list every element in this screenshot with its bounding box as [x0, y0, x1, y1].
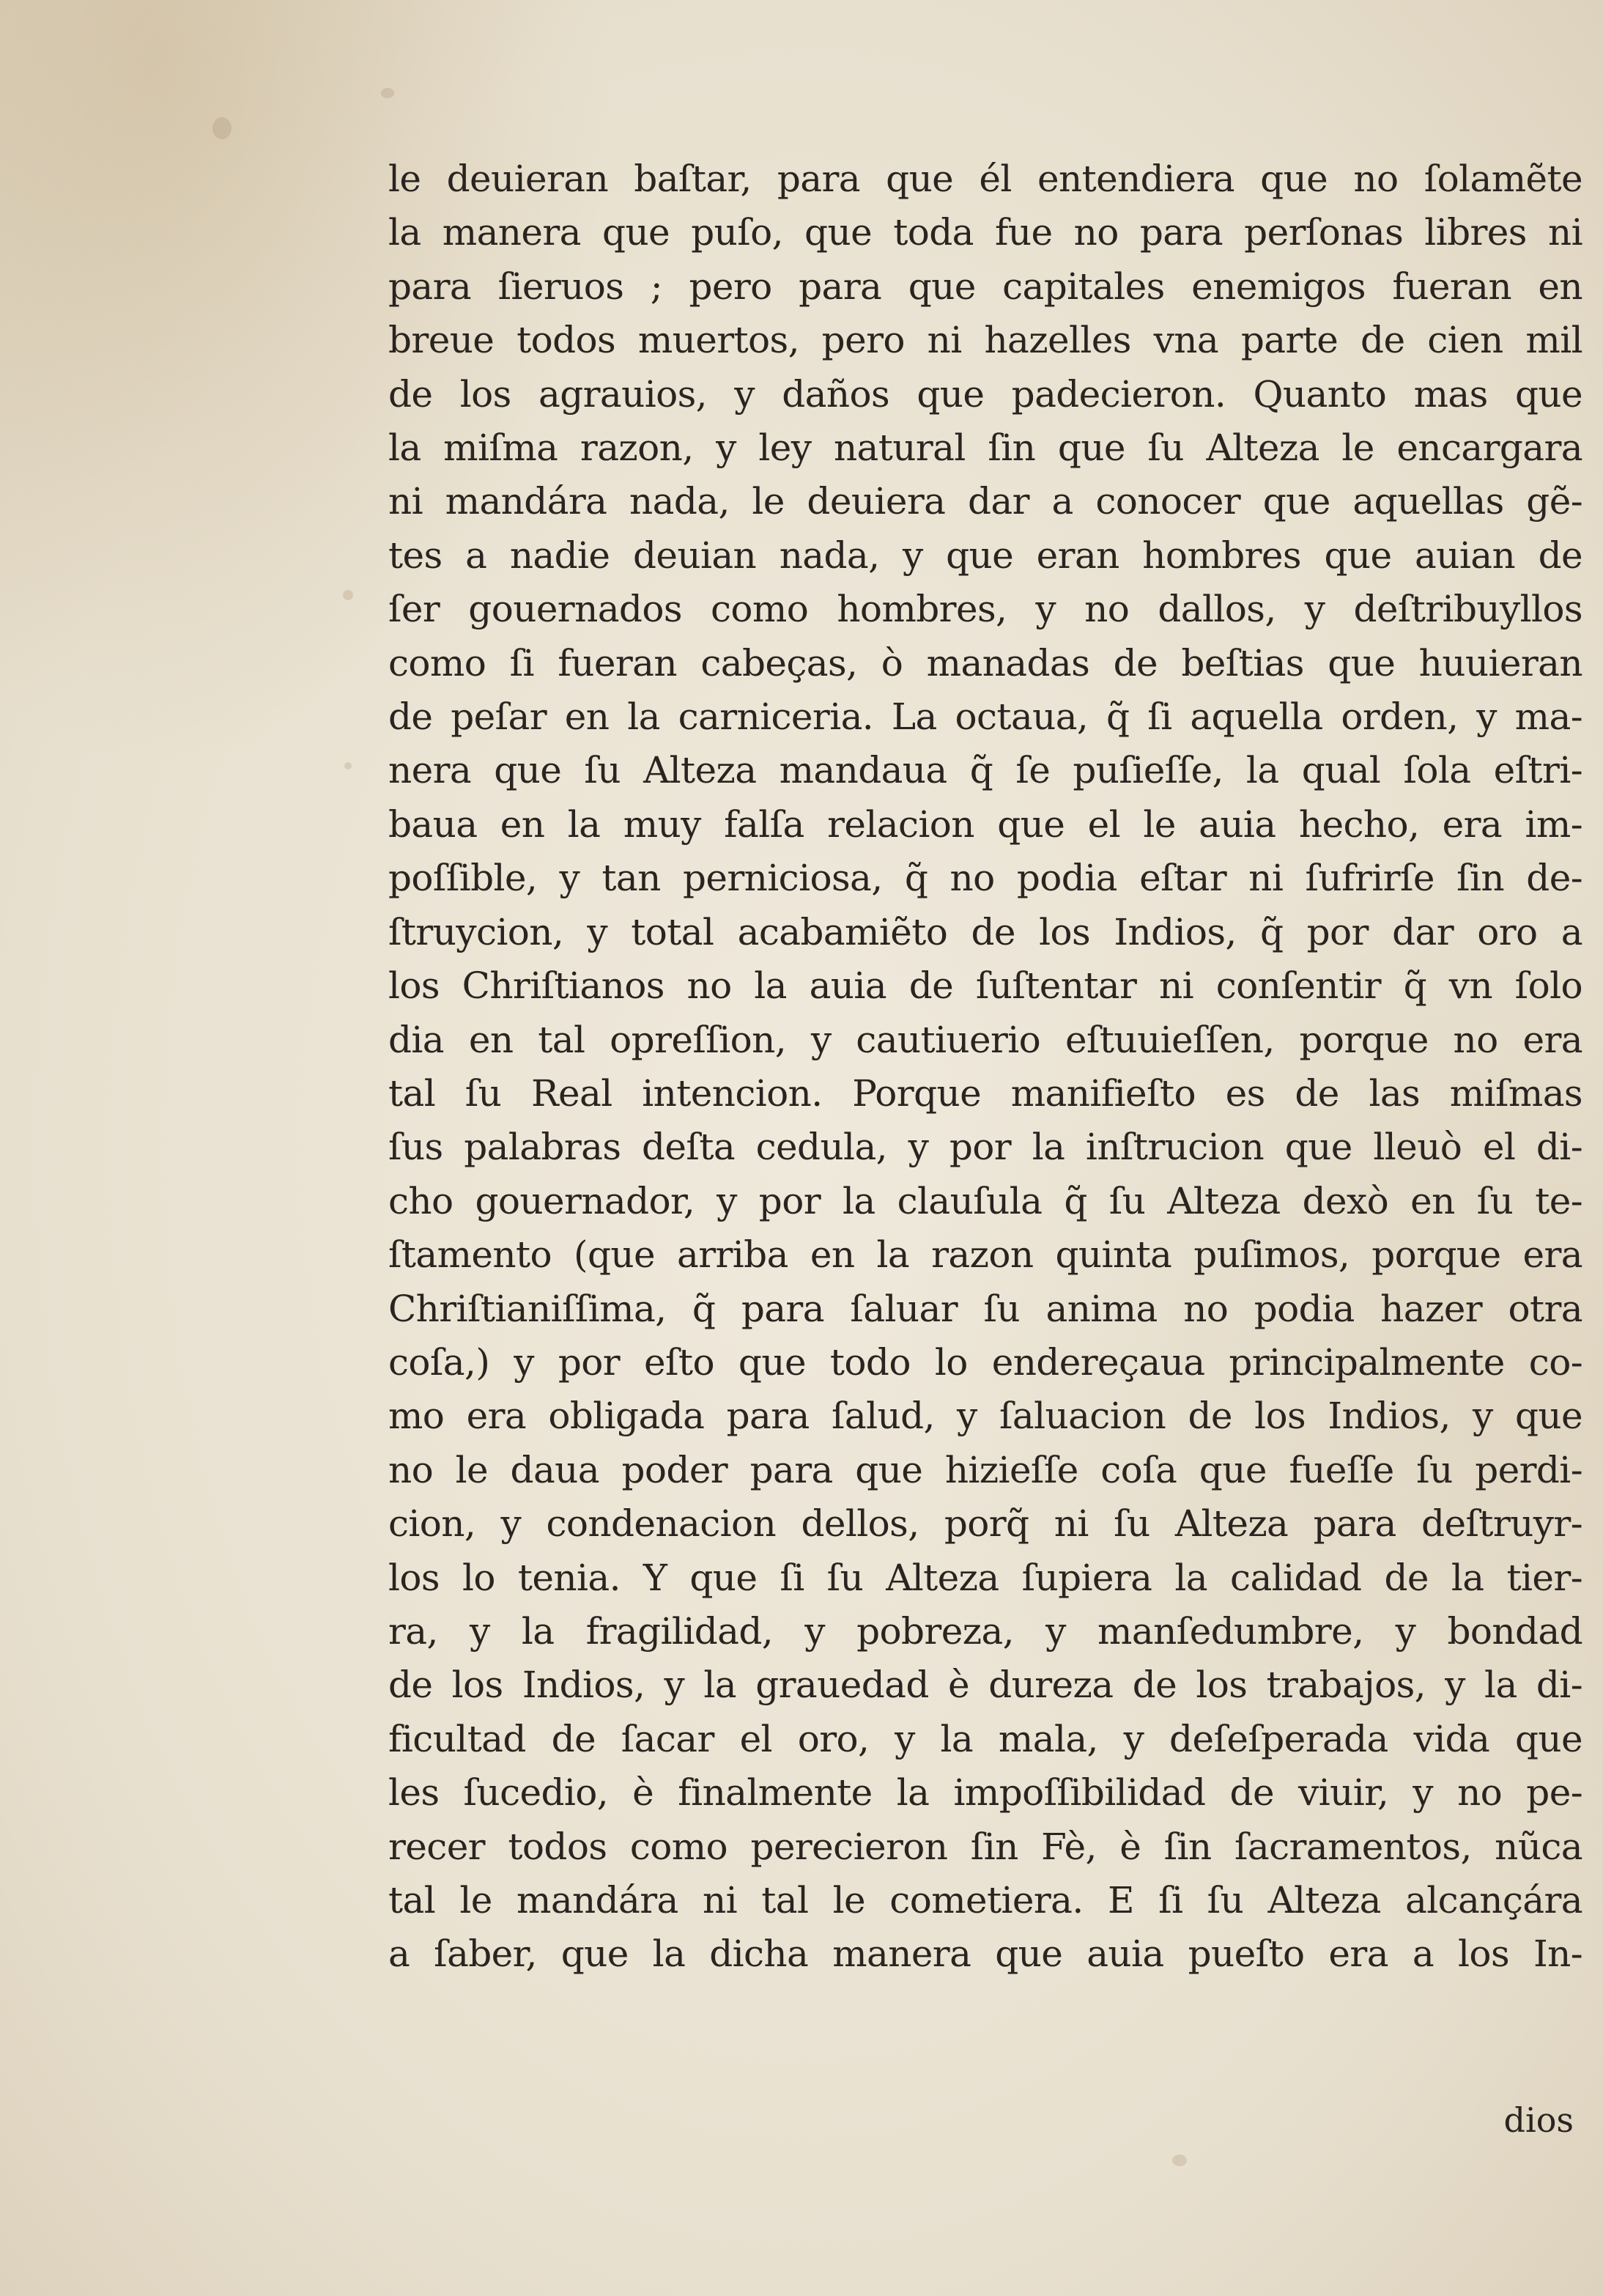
text-line: los Chriſtianos no la auia de ſuſtentar ni conſentir q̃ vn ſolo — [388, 964, 1582, 1008]
text-line: la miſma razon, y ley natural ſin que ſu Alteza le encargara — [388, 427, 1582, 470]
text-line: tes a nadie deuian nada, y que eran hombres que auian de — [388, 534, 1582, 577]
text-line: ficultad de ſacar el oro, y la mala, y deſeſperada vida que — [388, 1717, 1582, 1760]
text-line: de los Indios, y la grauedad è dureza de los trabajos, y la di- — [388, 1664, 1582, 1707]
text-line: ſtruycion, y total acabamiẽto de los Indios, q̃ por dar oro a — [388, 910, 1582, 953]
text-line: la manera que puſo, que toda fue no para perſonas libres ni — [388, 211, 1582, 254]
text-line: baua en la muy falſa relacion que el le auia hecho, era im- — [388, 802, 1582, 846]
text-line: a ſaber, que la dicha manera que auia pueſto era a los In- — [388, 1933, 1582, 1976]
text-line: Chriſtianiſſima, q̃ para ſaluar ſu anima no podia hazer otra — [388, 1287, 1582, 1330]
text-line: ra, y la fragilidad, y pobreza, y manſedumbre, y bondad — [388, 1609, 1582, 1653]
text-line: ſtamento (que arriba en la razon quinta puſimos, porque era — [388, 1233, 1582, 1277]
paper-stain — [381, 88, 394, 98]
paper-stain — [212, 117, 232, 139]
text-line: de los agrauios, y daños que padecieron. Quanto mas que — [388, 372, 1582, 416]
text-line: mo era obligada para ſalud, y ſaluacion de los Indios, y que — [388, 1395, 1582, 1438]
catchword: dios — [1503, 2100, 1574, 2140]
text-line: de peſar en la carniceria. La octaua, q̃ ſi aquella orden, y ma- — [388, 695, 1582, 739]
text-line: coſa,) y por eſto que todo lo endereçaua principalmente co- — [388, 1340, 1582, 1384]
text-line: para ſieruos ; pero para que capitales enemigos fueran en — [388, 265, 1582, 308]
text-line: poſſible, y tan perniciosa, q̃ no podia eſtar ni ſufrirſe ſin de- — [388, 857, 1582, 900]
text-line: como ſi fueran cabeças, ò manadas de beſtias que huuieran — [388, 641, 1582, 684]
text-line: tal le mandára ni tal le cometiera. E ſi ſu Alteza alcançára — [388, 1879, 1582, 1922]
paper-stain — [1172, 2155, 1187, 2166]
text-line: les ſucedio, è finalmente la impoſſibilidad de viuir, y no pe- — [388, 1771, 1582, 1815]
body-text — [388, 152, 1582, 1982]
text-line: le deuieran baſtar, para que él entendiera que no ſolamẽte — [388, 158, 1582, 200]
text-line: tal ſu Real intencion. Porque manifieſto es de las miſmas — [388, 1071, 1582, 1115]
paper-stain — [344, 762, 352, 769]
text-line: ni mandára nada, le deuiera dar a conocer que aquellas gẽ- — [388, 480, 1582, 523]
text-line: ſus palabras deſta cedula, y por la inſtrucion que lleuò el di- — [388, 1126, 1582, 1169]
text-line: breue todos muertos, pero ni hazelles vna parte de cien mil — [388, 319, 1582, 362]
text-line: cion, y condenacion dellos, porq̃ ni ſu Alteza para deſtruyr- — [388, 1502, 1582, 1546]
paper-stain — [343, 590, 353, 600]
text-line: nera que ſu Alteza mandaua q̃ ſe puſieſſe, la qual ſola eſtri- — [388, 749, 1582, 792]
text-line: no le daua poder para que hizieſſe coſa que fueſſe ſu perdi- — [388, 1448, 1582, 1491]
text-line: recer todos como perecieron ſin Fè, è ſin ſacramentos, nũca — [388, 1825, 1582, 1868]
text-line: cho gouernador, y por la clauſula q̃ ſu Alteza dexò en ſu te- — [388, 1179, 1582, 1222]
text-line: dia en tal opreſſion, y cautiuerio eſtuuieſſen, porque no era — [388, 1018, 1582, 1061]
text-line: ſer gouernados como hombres, y no dallos, y deſtribuyllos — [388, 588, 1582, 631]
text-line: los lo tenia. Y que ſi ſu Alteza ſupiera la calidad de la tier- — [388, 1556, 1582, 1599]
